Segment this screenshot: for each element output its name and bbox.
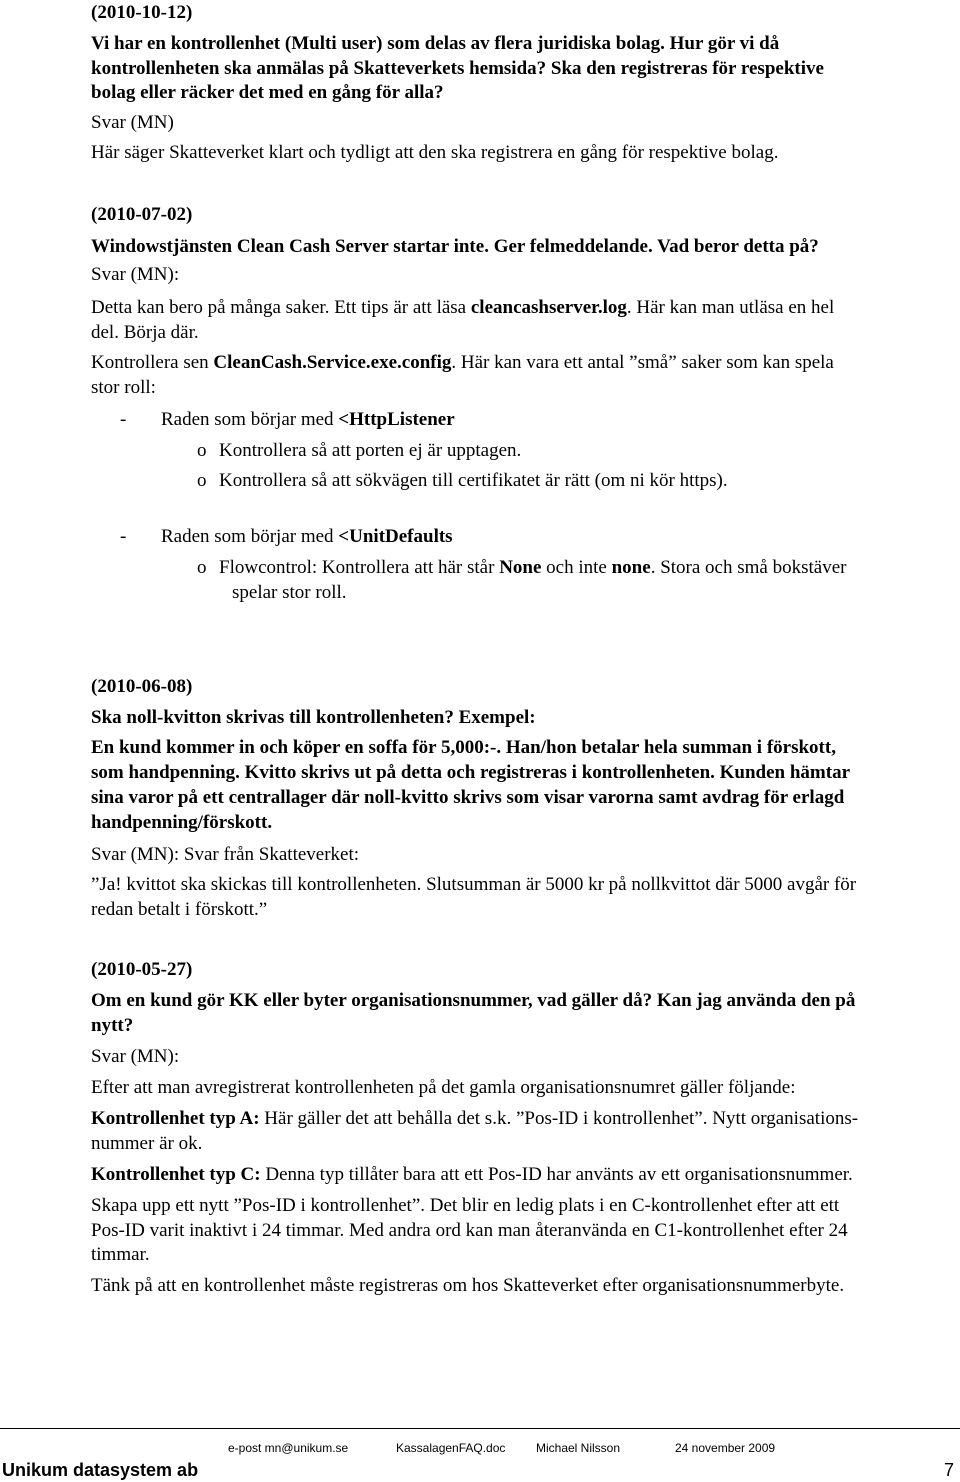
- sub-bullet-marker: o: [197, 470, 207, 491]
- keyword: None: [499, 557, 542, 578]
- question-line: sina varor på ett centrallager där noll-kvitto skrivs som visar varorna samt avdrag för erlagd: [91, 787, 845, 808]
- answer-line: Efter att man avregistrerat kontrollenheten på det gamla organisationsnumret gäller följande:: [91, 1077, 796, 1098]
- answer-line: del. Börja där.: [91, 322, 199, 343]
- answer-paragraph: [91, 295, 834, 320]
- type-label: Kontrollenhet typ A:: [91, 1108, 260, 1129]
- answer-line: redan betalt i förskott.”: [91, 899, 268, 920]
- answer-text: Här säger Skatteverket klart och tydligt att den ska registrera en gång för respektive bolag.: [91, 142, 779, 163]
- text: Här gäller det att behålla det s.k. ”Pos-ID i kontrollenhet”. Nytt organisations-: [259, 1108, 859, 1129]
- section-date: (2010-05-27): [91, 959, 193, 980]
- text: . Stora och små bokstäver: [650, 557, 847, 578]
- question-line: Om en kund gör KK eller byter organisationsnummer, vad gäller då? Kan jag använda den på: [91, 990, 856, 1011]
- text: och inte: [541, 557, 612, 578]
- text: Kontrollera sen: [91, 352, 214, 373]
- sub-bullet-item: Kontrollera så att sökvägen till certifikatet är rätt (om ni kör https).: [219, 470, 728, 491]
- sub-bullet-item: [219, 555, 846, 580]
- footer-rule: [0, 1428, 960, 1429]
- page-number: 7: [944, 1460, 955, 1480]
- text: . Här kan vara ett antal ”små” saker som kan spela: [451, 352, 834, 373]
- section-date: (2010-07-02): [91, 204, 193, 225]
- text: Raden som börjar med: [161, 409, 339, 430]
- code: <UnitDefaults: [338, 526, 453, 547]
- question-line: Vi har en kontrollenhet (Multi user) som delas av flera juridiska bolag. Hur gör vi då: [91, 33, 780, 54]
- sub-bullet-marker: o: [197, 557, 207, 578]
- answer-line: timmar.: [91, 1244, 150, 1265]
- question-line: handpenning/förskott.: [91, 812, 273, 833]
- question-line: Windowstjänsten Clean Cash Server startar inte. Ger felmeddelande. Vad beror detta på?: [91, 236, 819, 257]
- question-line: som handpenning. Kvitto skrivs ut på detta och registreras i kontrollenheten. Kunden hämtar: [91, 762, 851, 783]
- text: Denna typ tillåter bara att ett Pos-ID har använts av ett organisationsnummer.: [260, 1164, 853, 1185]
- answer-line: Pos-ID varit inaktivt i 24 timmar. Med andra ord kan man återanvända en C1-kontrollenhet efter 24: [91, 1220, 848, 1241]
- answer-line: stor roll:: [91, 377, 156, 398]
- answer-line: Skapa upp ett nytt ”Pos-ID i kontrollenhet”. Det blir en ledig plats i en C-kontrollenhet efter att ett: [91, 1195, 840, 1216]
- bullet-item: [161, 407, 455, 432]
- sub-bullet-marker: o: [197, 440, 207, 461]
- text: . Här kan man utläsa en hel: [626, 297, 835, 318]
- answer-line: Tänk på att en kontrollenhet måste registreras om hos Skatteverket efter organisationsnummerbyte.: [91, 1275, 845, 1296]
- bullet-dash: -: [120, 409, 127, 430]
- answer-line: nummer är ok.: [91, 1133, 203, 1154]
- footer-date: 24 november 2009: [675, 1441, 776, 1455]
- text: Flowcontrol: Kontrollera att här står: [219, 557, 500, 578]
- sub-bullet-line: spelar stor roll.: [232, 582, 347, 603]
- footer-company: Unikum datasystem ab: [2, 1460, 199, 1480]
- text: Raden som börjar med: [161, 526, 339, 547]
- question-line: [91, 705, 536, 730]
- answer-label: Svar (MN): Svar från Skatteverket:: [91, 844, 360, 865]
- type-label: Kontrollenhet typ C:: [91, 1164, 261, 1185]
- answer-label: Svar (MN):: [91, 1046, 180, 1067]
- text: Ska noll-kvitton skrivas till kontrollenheten? Exempel:: [91, 707, 536, 728]
- text: Detta kan bero på många saker. Ett tips är att läsa: [91, 297, 471, 318]
- question-line: En kund kommer in och köper en soffa för 5,000:-. Han/hon betalar hela summan i förskott,: [91, 737, 836, 758]
- footer-email: e-post mn@unikum.se: [228, 1441, 349, 1455]
- answer-paragraph: [91, 1106, 858, 1131]
- keyword: none: [611, 557, 651, 578]
- answer-line: ”Ja! kvittot ska skickas till kontrollenheten. Slutsumman är 5000 kr på nollkvittot där 5000 avgår för: [91, 874, 857, 895]
- question-line: nytt?: [91, 1015, 134, 1036]
- filename: cleancashserver.log: [470, 297, 627, 318]
- answer-paragraph: [91, 350, 834, 375]
- answer-label: Svar (MN): [91, 112, 174, 133]
- bullet-item: [161, 524, 453, 549]
- section-date: (2010-10-12): [91, 2, 193, 23]
- question-line: kontrollenheten ska anmälas på Skatteverkets hemsida? Ska den registreras för respektive: [91, 58, 824, 79]
- sub-bullet-item: Kontrollera så att porten ej är upptagen.: [219, 440, 522, 461]
- footer-file: KassalagenFAQ.doc: [396, 1441, 506, 1455]
- bullet-dash: -: [120, 526, 127, 547]
- section-date: (2010-06-08): [91, 676, 193, 697]
- answer-paragraph: [91, 1162, 853, 1187]
- code: <HttpListener: [338, 409, 455, 430]
- question-line: bolag eller räcker det med en gång för alla?: [91, 82, 444, 103]
- footer-author: Michael Nilsson: [536, 1441, 621, 1455]
- filename: CleanCash.Service.exe.config: [213, 352, 452, 373]
- answer-label: Svar (MN):: [91, 264, 180, 285]
